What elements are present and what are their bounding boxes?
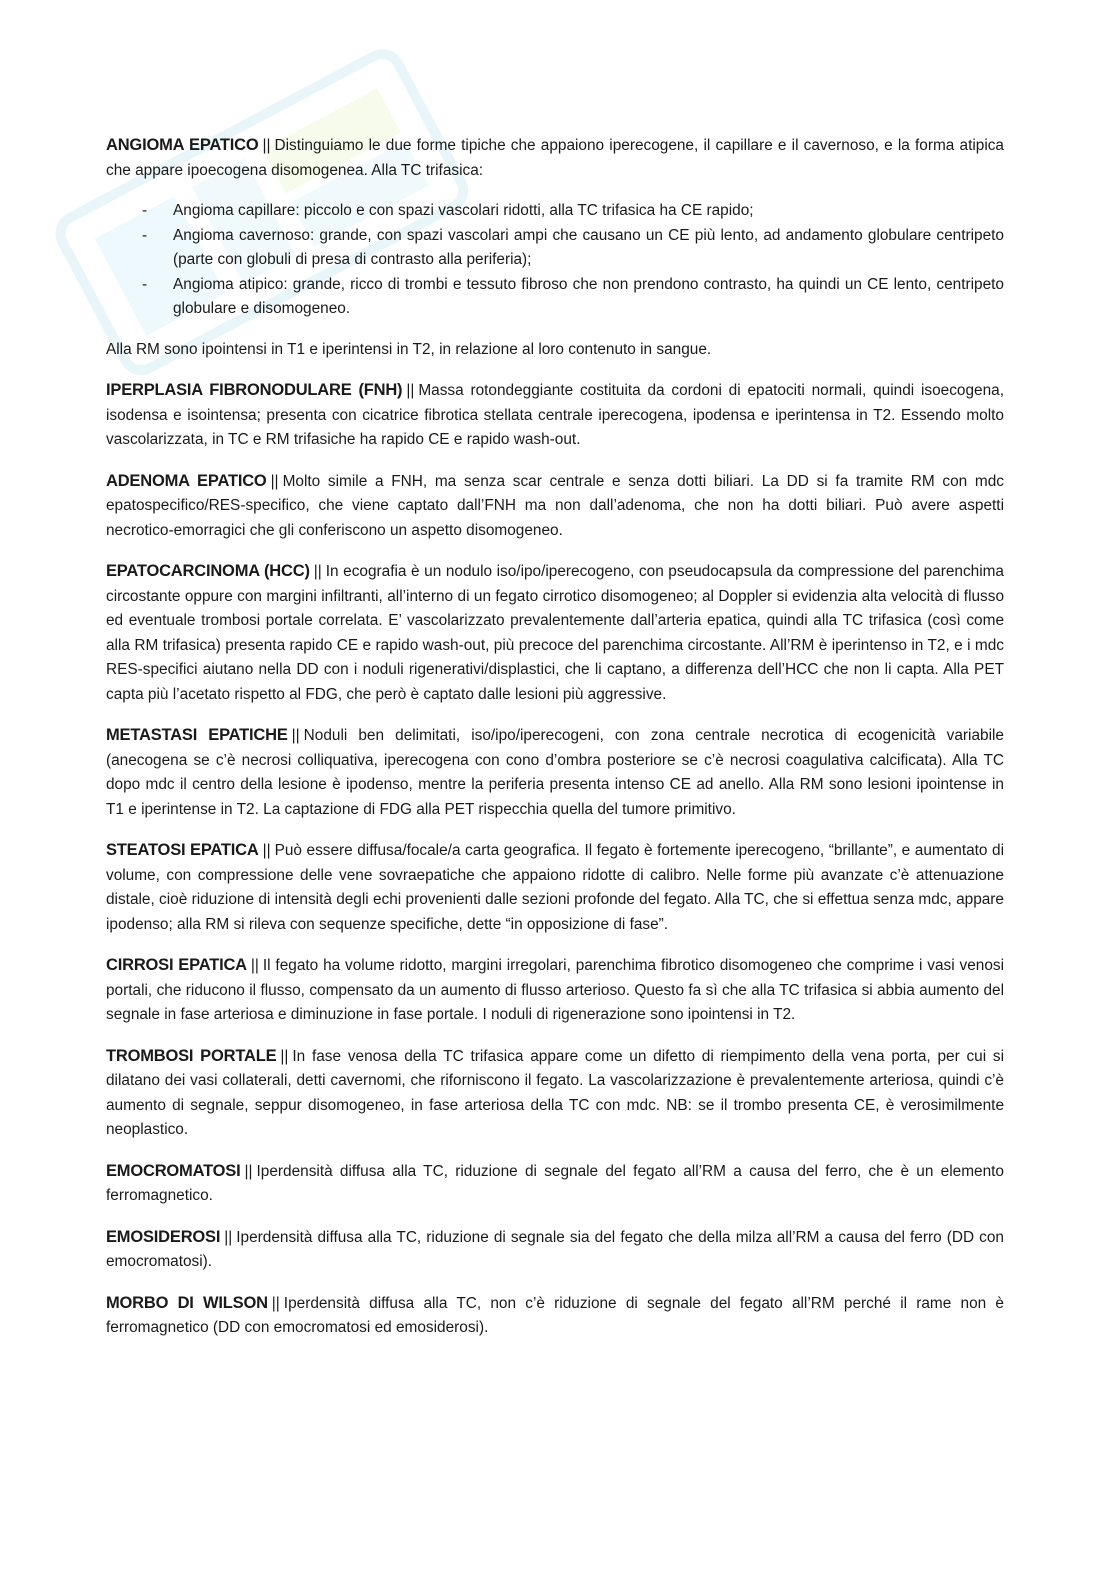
document-page: [106, 133, 1004, 1357]
angioma-rm-paragraph: Alla RM sono ipointensi in T1 e iperintensi in T2, in relazione al loro contenuto in sangue.: [106, 340, 712, 358]
entry-term: IPERPLASIA FIBRONODULARE (FNH): [106, 381, 403, 399]
entry-text: Molto simile a FNH, ma senza scar centrale e senza dotti biliari. La DD si fa tramite RM con mdc epatospecifico/RES-specifico, che viene captato dall’FNH ma non dall’adenoma, che non ha dotti biliari. Può avere aspetti necrotico-emorragici che gli conferiscono un aspetto disomogeneo.: [106, 472, 1004, 539]
entry-separator: ||: [406, 382, 415, 399]
entry-text: In fase venosa della TC trifasica appare come un difetto di riempimento della vena porta, per cui si dilatano dei vasi collaterali, detti cavernomi, che riforniscono il fegato. La vascolarizzazione è prevalentemente arteriosa, quindi c’è aumento di segnale, seppur disomogeneo, in fase arteriosa della TC con mdc. NB: se il trombo presenta CE, è verosimilmente neoplastico.: [106, 1047, 1004, 1138]
entry-separator: ||: [280, 1047, 289, 1065]
entry-term: ADENOMA EPATICO: [106, 471, 267, 490]
entry-angioma: [106, 133, 1004, 183]
entry-metastasi: [106, 723, 1004, 822]
entry-separator: ||: [224, 1228, 233, 1246]
list-item: [106, 224, 1004, 273]
entry-separator: ||: [262, 137, 271, 154]
entry-adenoma: [106, 469, 1004, 544]
entry-trombosi: [106, 1044, 1004, 1143]
list-item: [106, 273, 1004, 322]
entry-term: TROMBOSI PORTALE: [106, 1046, 277, 1065]
entry-text: In ecografia è un nodulo iso/ipo/iperecogeno, con pseudocapsula da compressione del parenchima circostante oppure con margini infiltranti, all’interno di un fegato cirrotico disomogeneo; al Doppler si evidenzia alta velocità di flusso ed eventuale trombosi portale correlata. E’ vascolarizzato prevalentemente dall’arteria epatica, quindi alla TC trifasica (così come alla RM trifasica) presenta rapido CE e rapido wash-out, più precoce del parenchima circostante. All’RM è iperintenso in T2, e i mdc RES-specifici aiutano nella DD con i noduli rigenerativi/displastici, che li captano, a differenza dell’HCC che non li capta. Alla PET capta più l’acetato rispetto al FDG, che però è captato dalle lesioni più aggressive.: [106, 563, 1004, 703]
entry-separator: ||: [244, 1162, 253, 1180]
angioma-types-list: [106, 199, 1004, 322]
entry-separator: ||: [270, 472, 279, 490]
entry-term: EMOCROMATOSI: [106, 1161, 241, 1180]
entry-separator: ||: [250, 957, 259, 974]
entry-term: CIRROSI EPATICA: [106, 956, 247, 974]
list-item-text: Angioma atipico: grande, ricco di trombi e tessuto fibroso che non prendono contrasto, ha quindi un CE lento, centripeto globulare e disomogeneo.: [173, 275, 1004, 317]
entry-separator: ||: [262, 842, 271, 859]
entry-text: Il fegato ha volume ridotto, margini irregolari, parenchima fibrotico disomogeneo che comprime i vasi venosi portali, che riducono il flusso, compensato da un aumento di flusso arterioso. Questo fa sì che alla TC trifasica si abbia aumento del segnale in fase arteriosa e diminuzione in fase portale. I noduli di rigenerazione sono ipointensi in T2.: [106, 957, 1004, 1023]
entry-term: ANGIOMA EPATICO: [106, 136, 259, 154]
entry-text: Iperdensità diffusa alla TC, riduzione di segnale del fegato all’RM a causa del ferro, che è un elemento ferromagnetico.: [106, 1162, 1004, 1204]
entry-emosiderosi: [106, 1225, 1004, 1275]
entry-hcc: [106, 559, 1004, 707]
entry-wilson: [106, 1291, 1004, 1341]
entry-text: Massa rotondeggiante costituita da cordoni di epatociti normali, quindi isoecogena, isodensa e isointensa; presenta con cicatrice fibrotica stellata centrale iperecogena, ipodensa e iperintensa in T2. Essendo molto vascolarizzata, in TC e RM trifasiche ha rapido CE e rapido wash-out.: [106, 382, 1004, 448]
entry-text: Noduli ben delimitati, iso/ipo/iperecogeni, con zona centrale necrotica di ecogenicità variabile (anecogena se c’è necrosi colliquativa, iperecogena con cono d’ombra posteriore se c’è necrosi coagulativa calcificata). Alla TC dopo mdc il centro della lesione è ipodenso, mentre la periferia presenta intenso CE ad anello. Alla RM sono lesioni ipointense in T1 e iperintense in T2. La captazione di FDG alla PET rispecchia quella del tumore primitivo.: [106, 727, 1004, 818]
entry-cirrosi: [106, 953, 1004, 1028]
entry-emocromatosi: [106, 1159, 1004, 1209]
bullet-dash: -: [142, 275, 148, 293]
entry-separator: ||: [291, 727, 300, 744]
list-item: [106, 199, 1004, 224]
entry-separator: ||: [313, 563, 322, 580]
list-item-text: Angioma cavernoso: grande, con spazi vascolari ampi che causano un CE più lento, ad andamento globulare centripeto (parte con globuli di presa di contrasto alla periferia);: [173, 226, 1004, 268]
bullet-dash: -: [142, 226, 148, 244]
list-item-text: Angioma capillare: piccolo e con spazi vascolari ridotti, alla TC trifasica ha CE rapido;: [173, 202, 754, 219]
entry-term: METASTASI EPATICHE: [106, 726, 288, 744]
entry-term: EMOSIDEROSI: [106, 1227, 221, 1246]
entry-term: STEATOSI EPATICA: [106, 841, 259, 859]
entry-text: Iperdensità diffusa alla TC, riduzione di segnale sia del fegato che della milza all’RM a causa del ferro (DD con emocromatosi).: [106, 1228, 1004, 1270]
bullet-dash: -: [142, 202, 148, 219]
entry-separator: ||: [271, 1294, 280, 1312]
entry-fnh: [106, 378, 1004, 453]
entry-text: Iperdensità diffusa alla TC, non c’è riduzione di segnale del fegato all’RM perché il rame non è ferromagnetico (DD con emocromatosi ed emosiderosi).: [106, 1294, 1004, 1336]
entry-term: MORBO DI WILSON: [106, 1293, 268, 1312]
entry-term: EPATOCARCINOMA (HCC): [106, 562, 310, 580]
entry-text: Distinguiamo le due forme tipiche che appaiono iperecogene, il capillare e il cavernoso, e la forma atipica che appare ipoecogena disomogenea. Alla TC trifasica:: [106, 137, 1004, 179]
entry-text: Può essere diffusa/focale/a carta geografica. Il fegato è fortemente iperecogeno, “brillante”, e aumentato di volume, con compressione delle vene sovraepatiche che appaiono ridotte di calibro. Nelle forme più avanzate c’è attenuazione distale, cioè riduzione di intensità degli echi provenienti dalle sezioni profonde del fegato. Alla TC, che si effettua senza mdc, appare ipodenso; alla RM si rileva con sequenze specifiche, dette “in opposizione di fase”.: [106, 842, 1004, 933]
entry-steatosi: [106, 838, 1004, 937]
